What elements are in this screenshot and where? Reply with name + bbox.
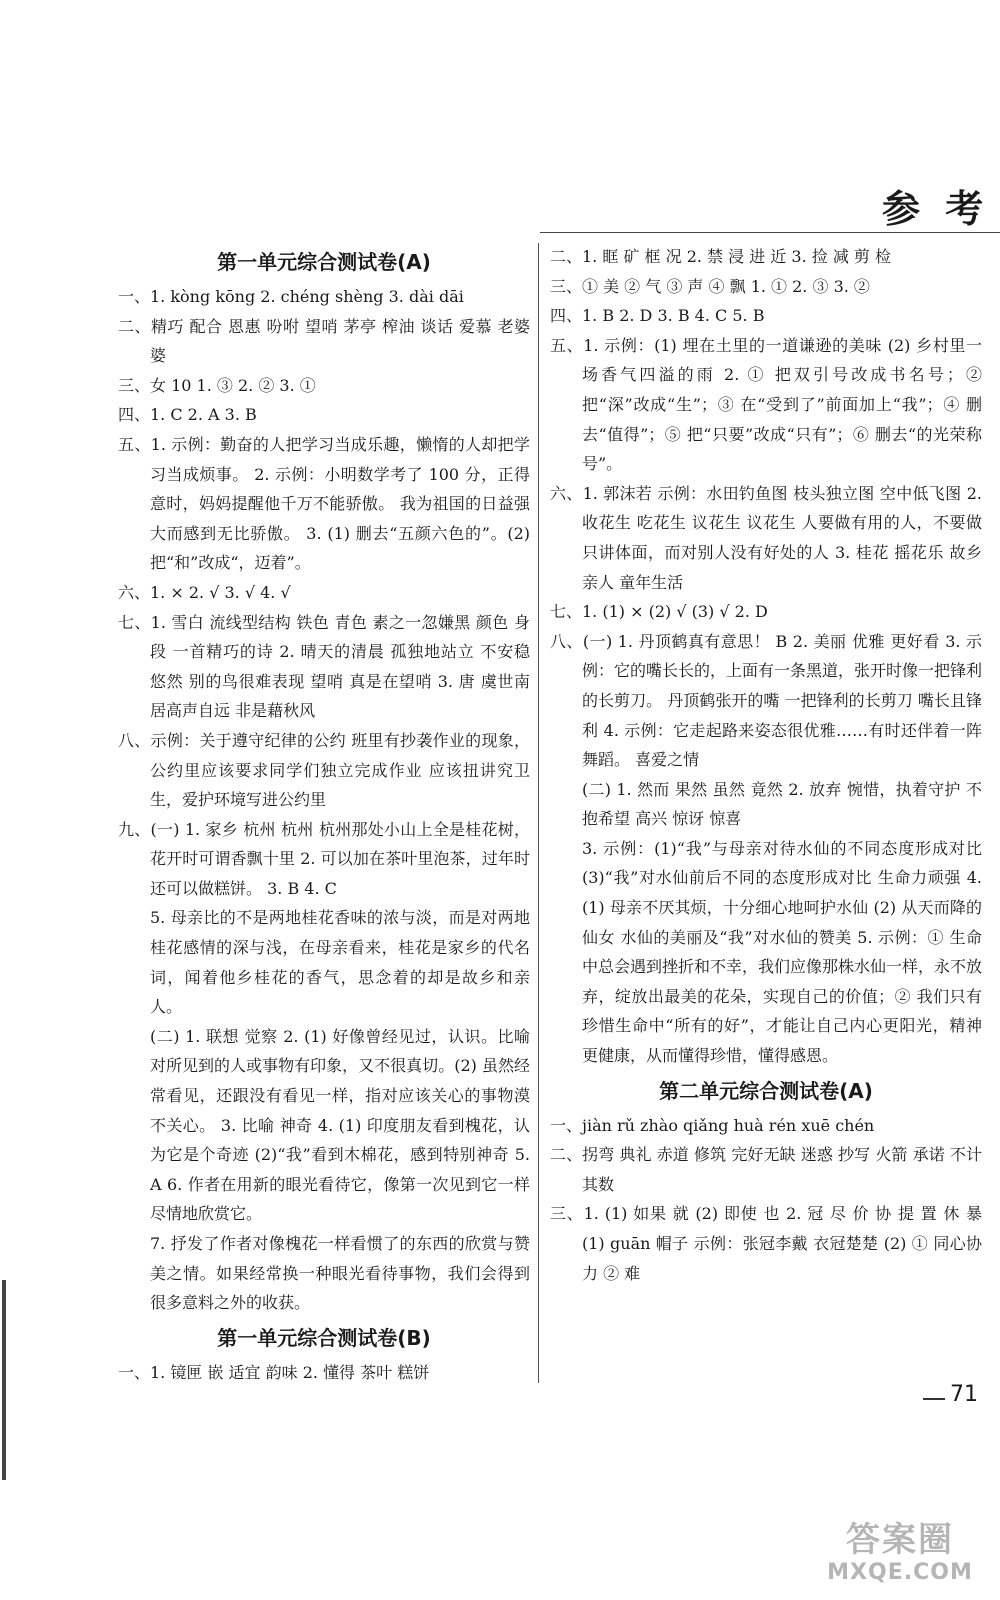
right-column <box>550 242 982 1288</box>
answer-subparagraph: (二) 1. 联想 觉察 2. (1) 好像曾经见过，认识。比喻对所见到的人或事物有印象，又不很真切。(2) 虽然经常看见，还跟没有看见一样，指对应该关心的事物漠不关心。 3. 比喻 神奇 4. (1) 印度朋友看到槐花，认为它是个奇迹 (2)“我”看到木棉花，感到特别神奇 5. A 6. 作者在用新的眼光看待它，像第一次见到它一样尽情地欣赏它。 <box>150 1026 530 1224</box>
answer-paragraph: 一、1. 镜匣 嵌 适宜 韵味 2. 懂得 茶叶 糕饼 <box>118 1362 430 1382</box>
section-title: 第一单元综合测试卷(A) <box>217 250 431 274</box>
answer-paragraph: 七、1. 雪白 流线型结构 铁色 青色 素之一忽嫌黑 颜色 身段 一首精巧的诗 2. 晴天的清晨 孤独地站立 不安稳 悠然 别的鸟很难表现 望哨 真是在望哨 3. 唐 虞世南 居高声自远 非是藉秋风 <box>118 612 530 721</box>
answer-subparagraph: (二) 1. 然而 果然 虽然 竟然 2. 放弃 惋惜，执着守护 不抱希望 高兴 惊讶 惊喜 <box>582 779 982 829</box>
answer-paragraph: 六、1. 郭沫若 示例：水田钓鱼图 枝头独立图 空中低飞图 2. 收花生 吃花生 议花生 议花生 人要做有用的人，不要做只讲体面，而对别人没有好处的人 3. 桂花 摇花乐 故乡 亲人 童年生活 <box>550 483 982 592</box>
section-title: 第二单元综合测试卷(A) <box>659 1078 873 1103</box>
heading-rule <box>540 232 1000 233</box>
answer-paragraph: 五、1. 示例：勤奋的人把学习当成乐趣，懒惰的人却把学习当成烦事。 2. 示例：小明数学考了 100 分，正得意时，妈妈提醒他千万不能骄傲。 我为祖国的日益强大而感到无比骄傲。 3. (1) 删去“五颜六色的”。(2) 把“和”改成“，迈着”。 <box>118 434 530 573</box>
answer-paragraph: 八、(一) 1. 丹顶鹤真有意思！ B 2. 美丽 优雅 更好看 3. 示例：它的嘴长长的，上面有一条黑道，张开时像一把锋利的长剪刀。 丹顶鹤张开的嘴 一把锋利的长剪刀 嘴长且锋利 4. 示例：它走起路来姿态很优雅……有时还伴着一阵舞蹈。 喜爱之情 <box>550 631 983 770</box>
left-column <box>118 242 530 1387</box>
answer-paragraph: 二、精巧 配合 恩惠 吩咐 望哨 茅亭 榨油 谈话 爱慕 老婆婆 <box>118 316 530 366</box>
answer-paragraph: 六、1. × 2. √ 3. √ 4. √ <box>118 582 291 602</box>
answer-subparagraph: 7. 抒发了作者对像槐花一样看惯了的东西的欣赏与赞美之情。如果经常换一种眼光看待事物，我们会得到很多意料之外的收获。 <box>150 1234 530 1313</box>
section-title: 第一单元综合测试卷(B) <box>217 1325 431 1350</box>
column-divider <box>538 243 539 1383</box>
answer-paragraph: 七、1. (1) × (2) √ (3) √ 2. D <box>550 602 768 622</box>
answer-paragraph: 八、示例：关于遵守纪律的公约 班里有抄袭作业的现象，公约里应该要求同学们独立完成作业 应该扭讲究卫生，爱护环境写进公约里 <box>118 730 530 810</box>
answer-paragraph: 五、1. 示例：(1) 埋在土里的一道谦逊的美味 (2) 乡村里一场香气四溢的雨 2. ① 把双引号改成书名号；② 把“深”改成“生”；③ 在“受到了”前面加上“我”；④ 删去“值得”；⑤ 把“只要”改成“只有”；⑥ 删去“的光荣称号”。 <box>550 335 982 474</box>
footer-rule <box>923 1398 945 1400</box>
answer-paragraph: 三、① 美 ② 气 ③ 声 ④ 飘 1. ① 2. ③ 3. ② <box>550 276 870 296</box>
answer-paragraph: 二、拐弯 典礼 赤道 修筑 完好无缺 迷惑 抄写 火箭 承诺 不计其数 <box>550 1145 982 1194</box>
answer-paragraph: 九、(一) 1. 家乡 杭州 杭州 杭州那处小山上全是桂花树，花开时可谓香飘十里 2. 可以加在茶叶里泡茶，过年时还可以做糕饼。 3. B 4. C <box>118 819 530 898</box>
page-number: 71 <box>950 1382 978 1407</box>
answer-paragraph: 二、1. 眶 矿 框 况 2. 禁 浸 进 近 3. 捡 减 剪 检 <box>550 247 892 266</box>
page-heading: 参 考 <box>882 186 990 231</box>
answer-paragraph: 一、1. kòng kōng 2. chéng shèng 3. dài dāi <box>118 287 464 306</box>
answer-subparagraph: 5. 母亲比的不是两地桂花香味的浓与淡，而是对两地桂花感情的深与浅，在母亲看来，桂花是家乡的代名词，闻着他乡桂花的香气，思念着的却是故乡和亲人。 <box>150 908 530 1017</box>
watermark-logo-text: 答案圈 <box>846 1520 954 1560</box>
answer-paragraph: 三、女 10 1. ③ 2. ② 3. ① <box>118 375 316 395</box>
answer-paragraph: 三、1. (1) 如果 就 (2) 即使 也 2. 冠 尽 价 协 提 置 休 暴 (1) guān 帽子 示例：张冠李戴 衣冠楚楚 (2) ① 同心协力 ② 难 <box>550 1204 982 1283</box>
answer-paragraph: 一、jiàn rǔ zhào qiǎng huà rén xuē chén <box>550 1115 875 1135</box>
watermark-site: MXQE.COM <box>827 1560 973 1585</box>
binding-edge <box>2 1280 6 1480</box>
answer-paragraph: 四、1. C 2. A 3. B <box>118 405 257 425</box>
answer-subparagraph: 3. 示例：(1)“我”与母亲对待水仙的不同态度形成对比 (3)“我”对水仙前后不同的态度形成对比 生命力顽强 4. (1) 母亲不厌其烦，十分细心地呵护水仙 (2) 从天而降的仙女 水仙的美丽及“我”对水仙的赞美 5. 示例：① 生命中总会遇到挫折和不幸，我们应像那株水仙一样，永不放弃，绽放出最美的花朵，实现自己的价值；② 我们只有珍惜生命中“所有的好”，才能让自己内心更阳光，精神更健康，从而懂得珍惜，懂得感恩。 <box>582 838 983 1066</box>
watermark <box>810 1520 990 1590</box>
answer-paragraph: 四、1. B 2. D 3. B 4. C 5. B <box>550 306 765 326</box>
